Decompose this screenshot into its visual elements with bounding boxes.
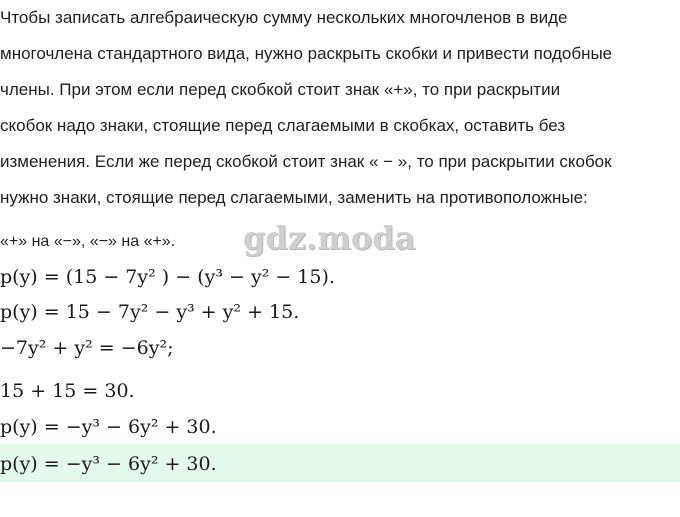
math-step: p(y) = −y³ − 6y² + 30.: [0, 416, 217, 438]
paragraph-line: скобок надо знаки, стоящие перед слагаемыми в скобках, оставить без: [0, 116, 566, 135]
paragraph-line: Чтобы записать алгебраическую сумму нескольких многочленов в виде: [0, 8, 568, 27]
watermark-logo: gdz.moda: [243, 219, 416, 257]
paragraph-line: многочлена стандартного вида, нужно раскрыть скобки и привести подобные: [0, 44, 613, 63]
final-answer: p(y) = −y³ − 6y² + 30.: [0, 453, 217, 475]
math-step: p(y) = 15 − 7y² − y³ + y² + 15.: [0, 301, 300, 323]
sign-rule: «+» на «−», «−» на «+».: [0, 233, 176, 250]
math-step: 15 + 15 = 30.: [0, 380, 135, 402]
math-step: p(y) = (15 − 7y² ) − (y³ − y² − 15).: [0, 266, 335, 288]
math-step: −7y² + y² = −6y²;: [0, 337, 174, 359]
paragraph-line: изменения. Если же перед скобкой стоит знак « − », то при раскрытии скобок: [0, 152, 612, 171]
paragraph-line: нужно знаки, стоящие перед слагаемыми, заменить на противоположные:: [0, 188, 588, 207]
paragraph-line: члены. При этом если перед скобкой стоит знак «+», то при раскрытии: [0, 80, 561, 99]
